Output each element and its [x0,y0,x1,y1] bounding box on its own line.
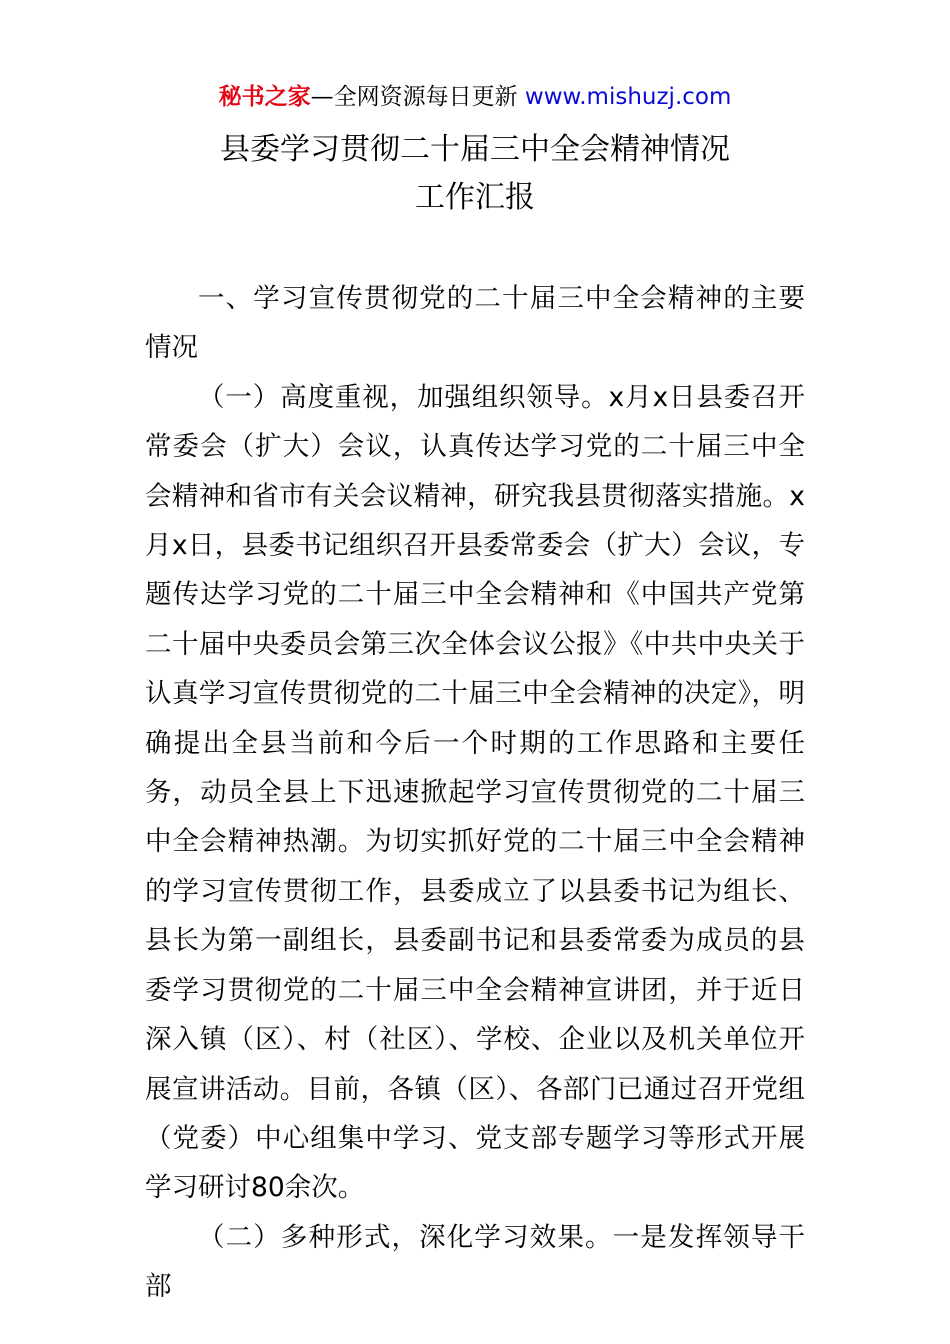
site-url-link[interactable]: www.mishuzj.com [524,84,732,110]
site-brand: 秘书之家 [218,84,311,110]
section-heading-1: 一、学习宣传贯彻党的二十届三中全会精神的主要情况 [145,283,805,364]
document-title-line-2: 工作汇报 [415,180,535,215]
body-paragraph-1: （一）高度重视，加强组织领导。x月x日县委召开常委会（扩大）会议，认真传达学习党的二十届三中全会精神和省市有关会议精神，研究我县贯彻落实措施。x月x日，县委书记组织召开县委常委会（扩大）会议，专题传达学习党的二十届三中全会精神和《中国共产党第二十届中央委员会第三次全体会议公报》《中共中央关于认真学习宣传贯彻党的二十届三中全会精神的决定》，明确提出全县当前和今后一个时期的工作思路和主要任务，动员全县上下迅速掀起学习宣传贯彻党的二十届三中全会精神热潮。为切实抓好党的二十届三中全会精神的学习宣传贯彻工作，县委成立了以县委书记为组长、县长为第一副组长，县委副书记和县委常委为成员的县委学习贯彻党的二十届三中全会精神宣讲团，并于近日深入镇（区）、村（社区）、学校、企业以及机关单位开展宣讲活动。目前，各镇（区）、各部门已通过召开党组（党委）中心组集中学习、党支部专题学习等形式开展学习研讨80余次。 [145,381,805,1204]
document-body [145,274,805,1312]
body-paragraph-2: （二）多种形式，深化学习效果。一是发挥领导干部 [145,1221,805,1303]
site-tagline: —全网资源每日更新 [310,84,525,110]
document-title-line-1: 县委学习贯彻二十届三中全会精神情况 [220,132,730,167]
site-banner [0,80,950,114]
